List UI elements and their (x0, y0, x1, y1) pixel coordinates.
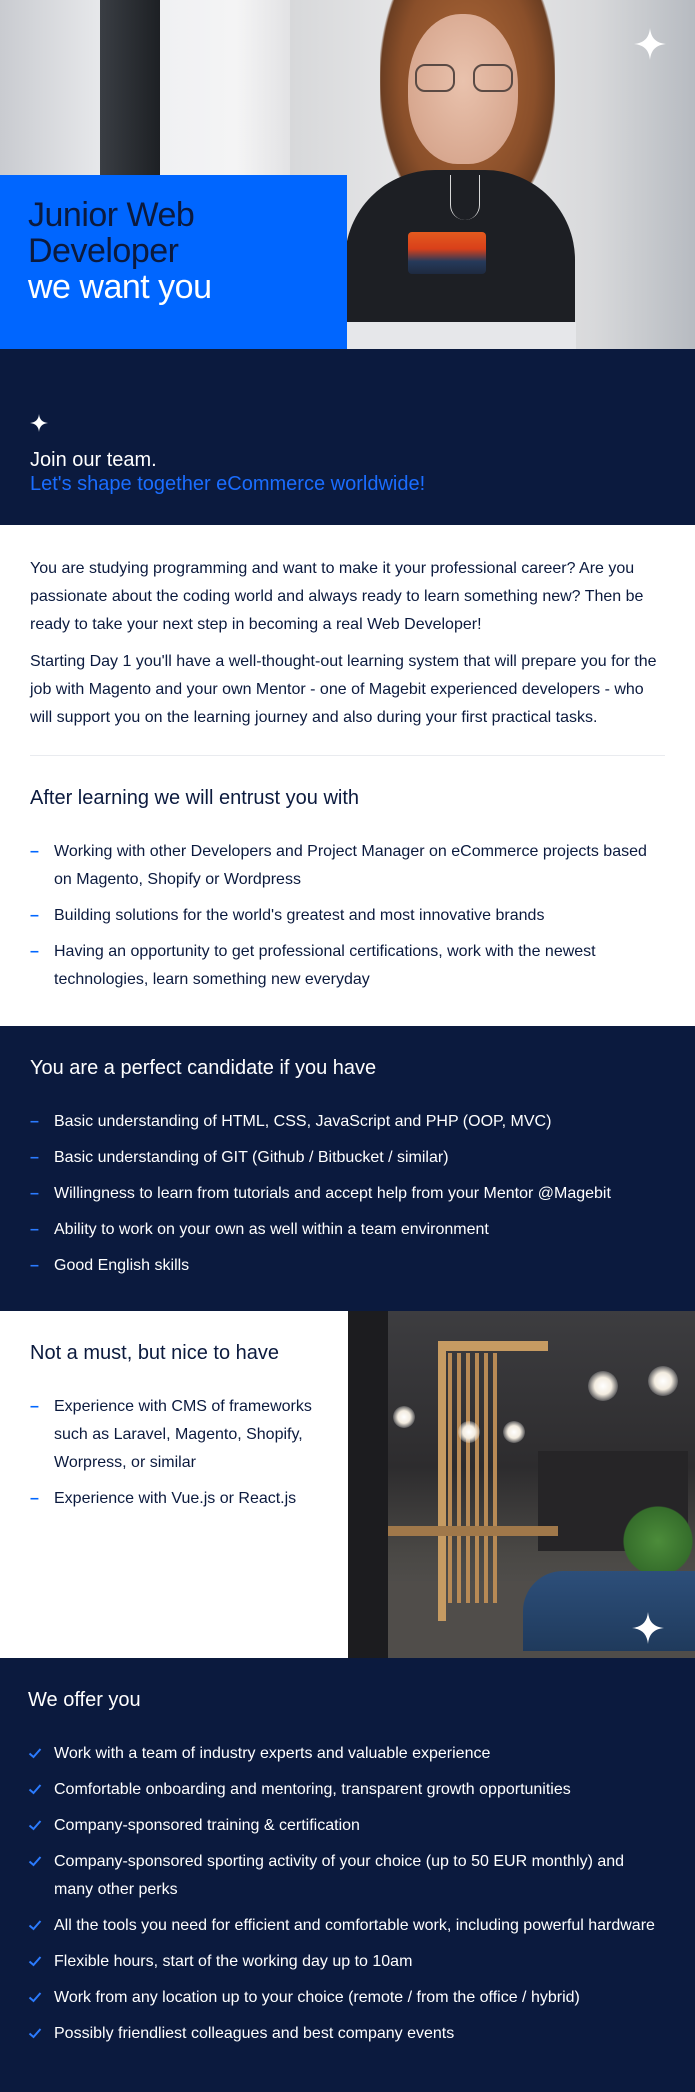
intro-paragraph-1: You are studying programming and want to make it your professional career? Are you passionate about the coding world and always ready to learn something new? Then be ready to take your next step in becoming a real Web Developer! (30, 560, 644, 633)
hero-person-necklace (450, 175, 480, 220)
office-wooden-slats (448, 1353, 498, 1603)
list-item: – Willingness to learn from tutorials and accept help from your Mentor @Magebit (30, 1180, 665, 1208)
sparkle-icon (632, 1612, 664, 1644)
candidate-title: You are a perfect candidate if you have (30, 1057, 377, 1079)
list-item: Work with a team of industry experts and valuable experience (28, 1740, 667, 1768)
nice-to-have-text (0, 1311, 347, 1658)
checkmark-icon (28, 2026, 42, 2040)
checkmark-icon (28, 1782, 42, 1796)
dash-marker: – (30, 843, 39, 860)
list-item: – Building solutions for the world's greatest and most innovative brands (30, 902, 665, 930)
sparkle-icon (634, 28, 666, 60)
office-lamp (393, 1406, 415, 1428)
list-item: – Ability to work on your own as well within a team environment (30, 1216, 665, 1244)
office-lamp (458, 1421, 480, 1443)
list-item: Flexible hours, start of the working day up to 10am (28, 1948, 667, 1976)
offer-section (0, 1658, 695, 2092)
hero-person-glasses (415, 64, 513, 94)
list-item: – Experience with CMS of frameworks such as Laravel, Magento, Shopify, Worpress, or similar (30, 1393, 317, 1477)
list-item: Work from any location up to your choice (remote / from the office / hybrid) (28, 1984, 667, 2012)
list-item: All the tools you need for efficient and comfortable work, including powerful hardware (28, 1912, 667, 1940)
dash-marker: – (30, 1185, 39, 1202)
candidate-list (30, 1108, 665, 1280)
list-item: – Good English skills (30, 1252, 665, 1280)
offer-title: We offer you (28, 1689, 141, 1711)
office-lamp (503, 1421, 525, 1443)
office-wall-lamp (648, 1366, 678, 1396)
offer-list (28, 1740, 667, 2048)
list-item: – Having an opportunity to get professional certifications, work with the newest technologies, learn something new everyday (30, 938, 665, 994)
checkmark-icon (28, 1918, 42, 1932)
list-item: Possibly friendliest colleagues and best company events (28, 2020, 667, 2048)
checkmark-icon (28, 1818, 42, 1832)
list-item: – Working with other Developers and Project Manager on eCommerce projects based on Magento, Shopify or Wordpress (30, 838, 665, 894)
intro-paragraph-2: Starting Day 1 you'll have a well-thought-out learning system that will prepare you for the job with Magento and your own Mentor - one of Magebit experienced developers - who will support you on the learning journey and also during your first practical tasks. (30, 653, 657, 726)
dash-marker: – (30, 1490, 39, 1507)
dash-marker: – (30, 943, 39, 960)
sparkle-icon (30, 414, 48, 432)
list-item: – Basic understanding of HTML, CSS, JavaScript and PHP (OOP, MVC) (30, 1108, 665, 1136)
hero-banner (0, 0, 695, 349)
entrust-list (30, 838, 665, 994)
office-wall-lamp (588, 1371, 618, 1401)
office-table (388, 1526, 558, 1536)
nice-to-have-list (30, 1393, 317, 1513)
hero-title-line-1: Junior Web (28, 196, 195, 234)
dash-marker: – (30, 1257, 39, 1274)
nice-to-have-section (0, 1311, 695, 1658)
candidate-section (0, 1026, 695, 1311)
checkmark-icon (28, 1854, 42, 1868)
office-sofa (523, 1571, 695, 1651)
office-plant (618, 1501, 695, 1581)
list-item: – Basic understanding of GIT (Github / Bitbucket / similar) (30, 1144, 665, 1172)
join-section (0, 349, 695, 525)
list-item: Company-sponsored sporting activity of your choice (up to 50 EUR monthly) and many other perks (28, 1848, 667, 1904)
dash-marker: – (30, 1221, 39, 1238)
office-pillar (348, 1311, 388, 1658)
dash-marker: – (30, 1398, 39, 1415)
hero-shirt-print (408, 232, 486, 274)
list-item: – Experience with Vue.js or React.js (30, 1485, 317, 1513)
dash-marker: – (30, 907, 39, 924)
checkmark-icon (28, 1990, 42, 2004)
hero-title-box (0, 175, 347, 349)
checkmark-icon (28, 1954, 42, 1968)
entrust-title: After learning we will entrust you with (30, 787, 360, 809)
hero-desk (346, 322, 576, 349)
hero-title-line-2: Developer (28, 232, 179, 270)
hero-monitor-image (100, 0, 160, 190)
list-item: Company-sponsored training & certification (28, 1812, 667, 1840)
hero-title-line-3: we want you (28, 268, 212, 306)
dash-marker: – (30, 1149, 39, 1166)
intro-section (0, 525, 695, 755)
entrust-section (0, 756, 695, 1026)
list-item: Comfortable onboarding and mentoring, transparent growth opportunities (28, 1776, 667, 1804)
nice-to-have-title: Not a must, but nice to have (30, 1342, 280, 1364)
join-subheading: Let's shape together eCommerce worldwide! (30, 473, 426, 495)
office-photo (348, 1311, 695, 1658)
join-heading: Join our team. (30, 449, 157, 471)
checkmark-icon (28, 1746, 42, 1760)
dash-marker: – (30, 1113, 39, 1130)
